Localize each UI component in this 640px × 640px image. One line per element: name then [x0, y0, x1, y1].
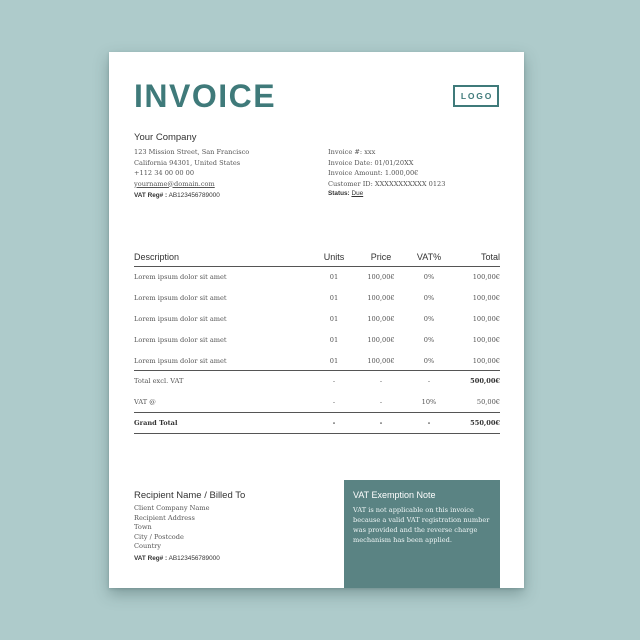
- row-price: 100,00€: [367, 293, 395, 302]
- recipient-address: Recipient Address: [134, 513, 195, 522]
- row-price: 100,00€: [367, 314, 395, 323]
- company-address-block: [134, 147, 249, 189]
- company-name: Your Company: [134, 132, 197, 143]
- row-units: 01: [329, 335, 339, 344]
- grand-total-value: 550,00€: [454, 413, 500, 434]
- row-units: 01: [329, 293, 339, 302]
- row-price: 100,00€: [367, 356, 395, 365]
- invoice-date: Invoice Date: 01/01/20XX: [328, 158, 414, 167]
- invoice-number: Invoice #: xxx: [328, 148, 376, 156]
- vat-rate: 10%: [421, 397, 437, 406]
- table-row: [134, 350, 500, 371]
- vat-value: 50,00€: [476, 397, 500, 406]
- row-units: 01: [329, 356, 339, 365]
- grand-total-row: Grand Total - - - 550,00€: [134, 413, 500, 434]
- row-vat: 0%: [423, 272, 435, 281]
- recipient-city: City / Postcode: [134, 532, 184, 541]
- customer-id: Customer ID: XXXXXXXXXXX 0123: [328, 179, 446, 188]
- recipient-vat: [134, 555, 220, 562]
- company-vat: [134, 192, 220, 199]
- row-total: 100,00€: [472, 293, 500, 302]
- subtotal-value: 500,00€: [454, 371, 500, 392]
- line-items-table: [134, 248, 500, 371]
- row-units: 01: [329, 272, 339, 281]
- table-row: [134, 308, 500, 329]
- table-row: [134, 266, 500, 287]
- row-description: Lorem ipsum dolor sit amet: [134, 272, 227, 281]
- row-vat: 0%: [423, 356, 435, 365]
- invoice-meta-block: [328, 147, 445, 189]
- header-description: Description: [134, 248, 310, 266]
- invoice-amount: Invoice Amount: 1.000,00€: [328, 169, 419, 177]
- recipient-company: Client Company Name: [134, 504, 210, 512]
- logo-placeholder: LOGO: [453, 85, 499, 107]
- company-vat-label: VAT Reg# :: [134, 192, 168, 199]
- vat-label: VAT @: [134, 397, 156, 406]
- row-description: Lorem ipsum dolor sit amet: [134, 356, 227, 365]
- header-units: Units: [310, 248, 358, 266]
- table-row: [134, 329, 500, 350]
- invoice-title: INVOICE: [134, 78, 277, 114]
- grand-total-label: Grand Total: [134, 413, 310, 434]
- row-total: 100,00€: [472, 335, 500, 344]
- row-vat: 0%: [423, 293, 435, 302]
- summary-table: [134, 370, 500, 434]
- status-label: Status:: [328, 190, 350, 197]
- row-price: 100,00€: [367, 335, 395, 344]
- recipient-town: Town: [134, 523, 152, 531]
- row-description: Lorem ipsum dolor sit amet: [134, 335, 227, 344]
- row-total: 100,00€: [472, 356, 500, 365]
- recipient-vat-value: AB123456789000: [168, 555, 220, 562]
- row-vat: 0%: [423, 335, 435, 344]
- row-total: 100,00€: [472, 314, 500, 323]
- subtotal-row: Total excl. VAT - - - 500,00€: [134, 371, 500, 392]
- invoice-status: [328, 190, 363, 197]
- recipient-country: Country: [134, 542, 162, 550]
- row-vat: 0%: [423, 314, 435, 323]
- row-price: 100,00€: [367, 272, 395, 281]
- row-total: 100,00€: [472, 272, 500, 281]
- company-address-line1: 123 Mission Street, San Francisco: [134, 148, 250, 156]
- recipient-block: [134, 504, 210, 552]
- company-vat-value: AB123456789000: [168, 192, 220, 199]
- row-units: 01: [329, 314, 339, 323]
- header-price: Price: [358, 248, 404, 266]
- vat-row: VAT @ - - 10% 50,00€: [134, 392, 500, 413]
- note-title: VAT Exemption Note: [353, 490, 436, 500]
- status-value: Due: [351, 190, 364, 197]
- header-vat: VAT%: [404, 248, 454, 266]
- company-email-link[interactable]: yourname@domain.com: [134, 179, 215, 188]
- recipient-vat-label: VAT Reg# :: [134, 555, 168, 562]
- subtotal-label: Total excl. VAT: [134, 371, 310, 392]
- company-phone: +112 34 00 00 00: [134, 169, 195, 177]
- recipient-title: Recipient Name / Billed To: [134, 490, 246, 501]
- row-description: Lorem ipsum dolor sit amet: [134, 293, 227, 302]
- note-body: VAT is not applicable on this invoice because a valid VAT registration number was provided and the reverse charge mechanism has been applied.: [353, 506, 490, 544]
- vat-exemption-note-box: [344, 480, 500, 588]
- row-description: Lorem ipsum dolor sit amet: [134, 314, 227, 323]
- table-header-row: [134, 248, 500, 266]
- header-total: Total: [454, 248, 500, 266]
- invoice-sheet: [109, 52, 524, 588]
- company-address-line2: California 94301, United States: [134, 158, 241, 167]
- table-row: [134, 287, 500, 308]
